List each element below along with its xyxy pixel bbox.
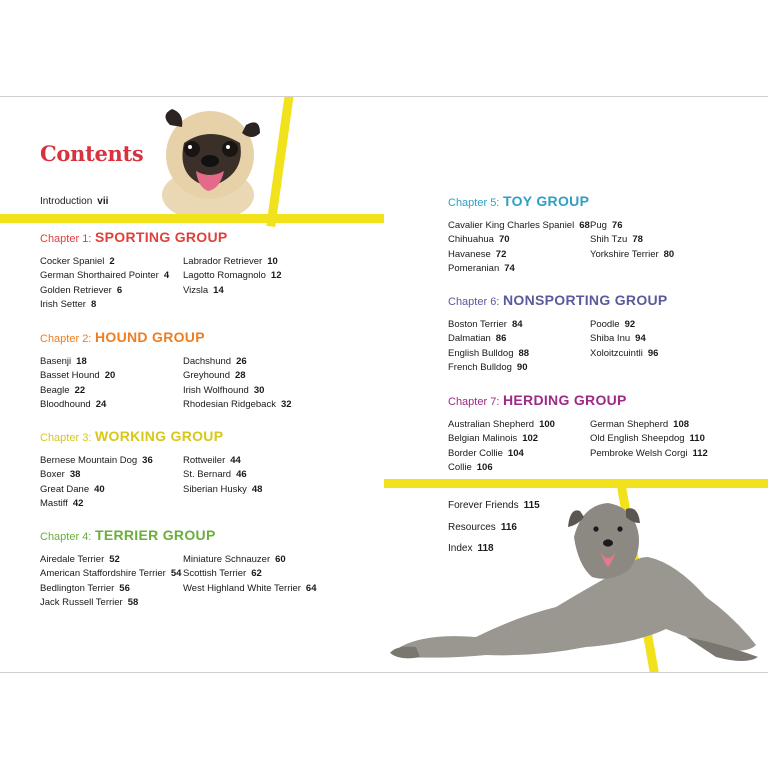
chapter-name: HOUND GROUP — [95, 329, 205, 345]
entry-name: Xoloitzcuintli — [590, 347, 643, 359]
toc-entry — [40, 454, 153, 468]
entry-name: English Bulldog — [448, 347, 514, 359]
entry-page: 56 — [119, 582, 130, 594]
entry-name: Mastiff — [40, 498, 68, 510]
entry-name: Bedlington Terrier — [40, 582, 115, 594]
toc-entry — [590, 219, 674, 233]
toc-entry — [590, 233, 674, 247]
entry-name: Cocker Spaniel — [40, 256, 105, 267]
entry-column-2 — [183, 255, 282, 298]
toc-entry — [448, 233, 590, 247]
entry-name: Boxer — [40, 469, 65, 481]
entry-name: German Shepherd — [590, 419, 669, 430]
contents-title: Contents — [40, 141, 144, 166]
entry-column-1 — [40, 255, 169, 313]
chapter-7 — [448, 392, 708, 474]
toc-entry — [40, 483, 153, 497]
chapter-name: SPORTING GROUP — [95, 229, 228, 245]
entry-name: Rottweiler — [183, 455, 226, 466]
entry-page: 22 — [74, 384, 86, 396]
entry-page: 60 — [275, 554, 286, 565]
entry-page: 14 — [213, 284, 224, 296]
entry-page: 2 — [109, 256, 115, 267]
entry-page: 68 — [579, 220, 590, 231]
entry-column-2 — [183, 553, 317, 596]
chapter-3 — [40, 428, 263, 510]
toc-entry — [183, 369, 292, 383]
toc-entry — [183, 567, 317, 581]
chapter-heading — [40, 527, 216, 545]
toc-entry — [40, 596, 181, 610]
entry-page: 80 — [663, 248, 675, 260]
chapter-number: Chapter 6: — [448, 296, 500, 308]
entry-name: Australian Shepherd — [448, 419, 535, 430]
entry-name: Cavalier King Charles Spaniel — [448, 220, 575, 231]
toc-entry — [590, 432, 708, 446]
entry-name: Pembroke Welsh Corgi — [590, 447, 688, 459]
left-page — [0, 97, 384, 672]
entry-name: Dachshund — [183, 356, 232, 367]
pug-photo — [150, 103, 270, 215]
toc-entry — [448, 361, 529, 375]
toc-entry — [40, 369, 115, 383]
entry-page: 112 — [692, 447, 708, 459]
entry-name: Basenji — [40, 356, 72, 367]
toc-entry — [40, 298, 169, 312]
toc-entry — [590, 332, 658, 346]
entry-page: 46 — [236, 469, 247, 481]
chapter-name: WORKING GROUP — [95, 428, 224, 444]
toc-entry — [40, 284, 169, 298]
entry-page: 38 — [69, 469, 81, 481]
entry-column-2 — [183, 355, 292, 413]
entry-page: 70 — [498, 234, 510, 246]
entry-page: 100 — [539, 419, 555, 430]
entry-name: Pomeranian — [448, 263, 500, 275]
entry-name: Resources — [448, 521, 496, 533]
chapter-heading — [40, 329, 205, 347]
entry-name: Jack Russell Terrier — [40, 597, 123, 609]
entry-page: 96 — [647, 347, 659, 359]
entry-page: 32 — [280, 399, 292, 411]
chapter-4 — [40, 527, 317, 609]
chapter-number: Chapter 4: — [40, 531, 92, 543]
toc-entry — [590, 347, 658, 361]
entry-name: Great Dane — [40, 483, 90, 495]
entry-page: 58 — [127, 597, 139, 609]
toc-entry — [590, 318, 658, 332]
chapter-name: NONSPORTING GROUP — [503, 292, 668, 308]
entry-page: 28 — [235, 370, 246, 382]
entry-name: Scottish Terrier — [183, 568, 247, 580]
chapter-number: Chapter 1: — [40, 233, 92, 245]
toc-entry — [40, 269, 169, 283]
entry-page: 118 — [477, 543, 494, 554]
entry-page: 4 — [163, 270, 170, 282]
entry-column-1 — [40, 355, 115, 413]
entry-column-2 — [183, 454, 262, 497]
right-page — [384, 97, 768, 672]
toc-entry — [590, 248, 674, 262]
entry-page: 88 — [518, 347, 530, 359]
chapter-name: TERRIER GROUP — [95, 527, 216, 543]
entry-page: 30 — [253, 384, 265, 396]
entry-page: 116 — [500, 521, 517, 533]
entry-name: Irish Wolfhound — [183, 384, 249, 396]
entry-name: Irish Setter — [40, 299, 86, 311]
entry-page: 106 — [476, 462, 493, 474]
chapter-number: Chapter 3: — [40, 432, 92, 444]
chapter-6 — [448, 292, 668, 374]
toc-entry — [40, 553, 181, 567]
entry-name: Havanese — [448, 248, 491, 260]
chapter-name: TOY GROUP — [503, 193, 590, 209]
entry-column-1 — [40, 454, 153, 512]
chapter-1 — [40, 229, 282, 311]
toc-entry — [183, 483, 262, 497]
entry-name: Vizsla — [183, 284, 209, 296]
toc-entry — [183, 269, 282, 283]
entry-column-1 — [448, 418, 555, 476]
entry-page: 72 — [495, 248, 507, 260]
chapter-heading — [40, 229, 228, 247]
toc-entry — [183, 582, 317, 596]
entry-page: 104 — [507, 447, 524, 459]
entry-name: Belgian Malinois — [448, 433, 518, 445]
entry-page: 54 — [170, 568, 182, 580]
entry-name: Border Collie — [448, 447, 503, 459]
toc-entry — [40, 567, 181, 581]
entry-page: 90 — [516, 362, 528, 374]
entry-name: Yorkshire Terrier — [590, 248, 659, 260]
toc-entry — [448, 262, 590, 276]
entry-name: Shih Tzu — [590, 234, 628, 246]
toc-entry — [183, 284, 282, 298]
yellow-band-left — [0, 214, 384, 223]
entry-page: 94 — [635, 333, 646, 345]
entry-name: Beagle — [40, 384, 70, 396]
entry-column-1 — [448, 318, 529, 376]
entry-page: 44 — [230, 455, 241, 466]
toc-entry — [183, 255, 282, 269]
toc-entry — [448, 447, 555, 461]
entry-page: 48 — [251, 483, 263, 495]
toc-entry — [183, 468, 262, 482]
introduction-label: Introduction — [40, 196, 93, 207]
toc-entry — [183, 384, 292, 398]
entry-page: 92 — [624, 319, 636, 330]
entry-column-2 — [590, 418, 708, 461]
entry-column-2 — [590, 318, 658, 361]
chapter-number: Chapter 2: — [40, 333, 92, 345]
entry-column-2 — [590, 219, 674, 262]
entry-name: Boston Terrier — [448, 319, 507, 330]
toc-entry — [448, 418, 555, 432]
entry-page: 78 — [632, 234, 643, 246]
entry-name: West Highland White Terrier — [183, 582, 301, 594]
entry-page: 6 — [116, 284, 123, 296]
toc-entry — [448, 461, 555, 475]
toc-entry — [183, 398, 292, 412]
entry-name: Lagotto Romagnolo — [183, 270, 266, 282]
entry-name: St. Bernard — [183, 469, 232, 481]
entry-name: French Bulldog — [448, 362, 512, 374]
entry-page: 24 — [95, 399, 107, 411]
entry-name: Dalmatian — [448, 333, 491, 345]
chapter-5 — [448, 193, 675, 275]
toc-entry — [40, 355, 115, 369]
entry-page: 76 — [611, 220, 623, 231]
toc-entry — [590, 418, 708, 432]
toc-entry — [448, 347, 529, 361]
entry-column-1 — [448, 219, 590, 277]
toc-entry — [448, 432, 555, 446]
entry-page: 8 — [90, 299, 97, 311]
chapter-heading — [448, 193, 589, 211]
entry-page: 74 — [504, 263, 515, 275]
entry-name: Pug — [590, 220, 607, 231]
entry-name: Basset Hound — [40, 370, 100, 382]
entry-name: Bloodhound — [40, 399, 91, 411]
entry-page: 26 — [236, 356, 247, 367]
introduction-page: vii — [97, 196, 109, 207]
chapter-name: HERDING GROUP — [503, 392, 627, 408]
entry-page: 42 — [72, 498, 84, 510]
chapter-heading — [448, 292, 668, 310]
chapter-number: Chapter 7: — [448, 396, 500, 408]
toc-entry — [183, 355, 292, 369]
entry-page: 84 — [511, 319, 523, 330]
entry-name: Collie — [448, 462, 472, 474]
entry-name: Forever Friends — [448, 500, 519, 511]
entry-name: Chihuahua — [448, 234, 494, 246]
entry-name: Poodle — [590, 319, 620, 330]
entry-page: 115 — [523, 500, 540, 511]
toc-entry — [448, 318, 529, 332]
toc-entry — [448, 248, 590, 262]
yellow-band-right — [384, 479, 768, 488]
toc-entry — [448, 332, 529, 346]
entry-page: 62 — [251, 568, 262, 580]
entry-name: Siberian Husky — [183, 483, 247, 495]
yellow-stripe-left — [266, 96, 294, 227]
chapter-heading — [448, 392, 627, 410]
toc-entry — [40, 255, 169, 269]
toc-entry — [590, 447, 708, 461]
book-spread — [0, 96, 768, 673]
entry-page: 12 — [270, 270, 282, 282]
wolfhound-photo — [386, 497, 764, 672]
entry-page: 20 — [104, 370, 116, 382]
entry-name: Shiba Inu — [590, 333, 631, 345]
entry-page: 64 — [305, 582, 317, 594]
toc-entry — [40, 384, 115, 398]
entry-page: 36 — [142, 455, 153, 466]
chapter-number: Chapter 5: — [448, 197, 500, 209]
introduction-entry — [40, 196, 108, 207]
entry-name: Rhodesian Ridgeback — [183, 399, 276, 411]
chapter-2 — [40, 329, 292, 411]
toc-entry — [183, 454, 262, 468]
entry-name: American Staffordshire Terrier — [40, 568, 166, 580]
entry-page: 18 — [76, 356, 87, 367]
chapter-heading — [40, 428, 223, 446]
entry-page: 40 — [94, 483, 105, 495]
toc-entry — [40, 582, 181, 596]
entry-name: Index — [448, 543, 473, 554]
entry-page: 86 — [495, 333, 507, 345]
toc-entry — [40, 398, 115, 412]
entry-column-1 — [40, 553, 181, 611]
entry-name: Miniature Schnauzer — [183, 554, 271, 565]
entry-name: Labrador Retriever — [183, 256, 263, 267]
entry-name: Bernese Mountain Dog — [40, 455, 138, 466]
entry-name: Airedale Terrier — [40, 554, 105, 565]
toc-entry — [448, 219, 590, 233]
entry-page: 52 — [109, 554, 120, 565]
entry-name: Greyhound — [183, 370, 231, 382]
entry-page: 102 — [522, 433, 539, 445]
entry-name: Old English Sheepdog — [590, 433, 685, 445]
toc-entry — [40, 468, 153, 482]
entry-page: 110 — [689, 433, 705, 445]
entry-page: 10 — [267, 256, 278, 267]
entry-name: German Shorthaired Pointer — [40, 270, 159, 282]
entry-name: Golden Retriever — [40, 284, 112, 296]
entry-page: 108 — [673, 419, 690, 430]
toc-entry — [40, 497, 153, 511]
toc-entry — [183, 553, 317, 567]
